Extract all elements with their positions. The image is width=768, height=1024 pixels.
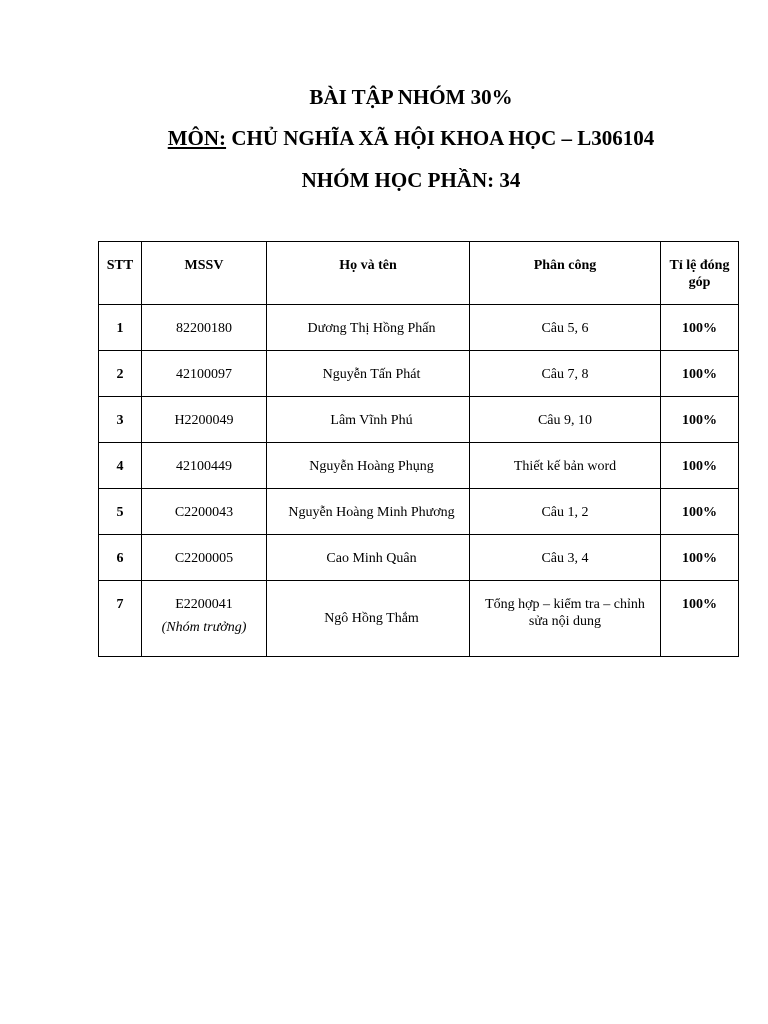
contribution-cell: 100% bbox=[661, 351, 739, 397]
table-row bbox=[99, 351, 739, 397]
mssv-cell: 82200180 bbox=[142, 305, 267, 351]
mssv-cell: 42100449 bbox=[142, 443, 267, 489]
table-row bbox=[99, 305, 739, 351]
table-row bbox=[99, 397, 739, 443]
contribution-cell: 100% bbox=[661, 397, 739, 443]
column-header-name: Họ và tên bbox=[267, 242, 470, 305]
subject-label: MÔN: bbox=[167, 126, 227, 150]
stt-cell: 3 bbox=[99, 397, 142, 443]
contribution-cell: 100% bbox=[661, 535, 739, 581]
contribution-cell: 100% bbox=[661, 581, 739, 657]
table-row bbox=[99, 443, 739, 489]
column-header-mssv: MSSV bbox=[142, 242, 267, 305]
mssv-cell bbox=[142, 581, 267, 657]
task-cell: Câu 3, 4 bbox=[470, 535, 661, 581]
table-row bbox=[99, 581, 739, 657]
name-cell: Cao Minh Quân bbox=[267, 535, 470, 581]
mssv-cell: C2200043 bbox=[142, 489, 267, 535]
stt-cell: 6 bbox=[99, 535, 142, 581]
name-cell: Nguyễn Hoàng Minh Phương bbox=[267, 489, 470, 535]
contribution-cell: 100% bbox=[661, 489, 739, 535]
members-table bbox=[98, 241, 739, 657]
column-header-task: Phân công bbox=[470, 242, 661, 305]
column-header-stt: STT bbox=[99, 242, 142, 305]
stt-cell: 1 bbox=[99, 305, 142, 351]
task-cell: Câu 5, 6 bbox=[470, 305, 661, 351]
mssv-cell: C2200005 bbox=[142, 535, 267, 581]
name-cell: Lâm Vĩnh Phú bbox=[267, 397, 470, 443]
stt-cell: 7 bbox=[99, 581, 142, 657]
task-cell: Tổng hợp – kiểm tra – chỉnh sửa nội dung bbox=[470, 581, 661, 657]
table-row bbox=[99, 489, 739, 535]
name-cell: Dương Thị Hồng Phấn bbox=[267, 305, 470, 351]
document-title: BÀI TẬP NHÓM 30% bbox=[309, 85, 513, 109]
column-header-contribution: Tỉ lệ đóng góp bbox=[661, 242, 739, 305]
table-row bbox=[99, 535, 739, 581]
mssv-cell: 42100097 bbox=[142, 351, 267, 397]
task-cell: Thiết kế bản word bbox=[470, 443, 661, 489]
mssv-cell: H2200049 bbox=[142, 397, 267, 443]
name-cell: Nguyễn Tấn Phát bbox=[267, 351, 470, 397]
table-header-row bbox=[99, 242, 739, 305]
subject-value: CHỦ NGHĨA XÃ HỘI KHOA HỌC – L306104 bbox=[226, 126, 655, 150]
contribution-cell: 100% bbox=[661, 443, 739, 489]
mssv-value: E2200041 bbox=[175, 597, 233, 612]
leader-note: (Nhóm trưởng) bbox=[161, 620, 247, 635]
task-cell: Câu 9, 10 bbox=[470, 397, 661, 443]
group-line: NHÓM HỌC PHẦN: 34 bbox=[301, 168, 521, 192]
stt-cell: 5 bbox=[99, 489, 142, 535]
contribution-cell: 100% bbox=[661, 305, 739, 351]
stt-cell: 4 bbox=[99, 443, 142, 489]
name-cell: Ngô Hồng Thắm bbox=[267, 581, 470, 657]
name-cell: Nguyễn Hoàng Phụng bbox=[267, 443, 470, 489]
task-cell: Câu 7, 8 bbox=[470, 351, 661, 397]
subject-line bbox=[0, 126, 768, 150]
stt-cell: 2 bbox=[99, 351, 142, 397]
task-cell: Câu 1, 2 bbox=[470, 489, 661, 535]
